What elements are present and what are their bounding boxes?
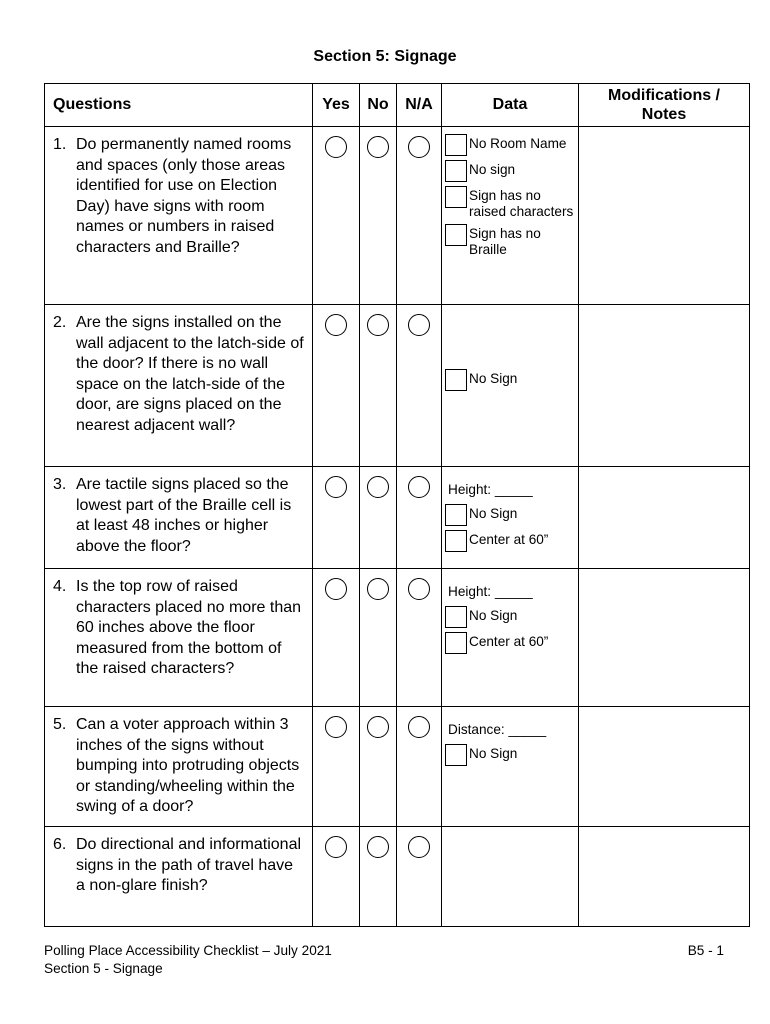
- data-cell: [442, 827, 579, 927]
- answer-cell-no: [360, 569, 397, 707]
- answer-cell-na: [397, 569, 442, 707]
- signage-checklist-table: [44, 83, 750, 927]
- question-cell: [45, 707, 313, 827]
- question-cell: [45, 305, 313, 467]
- checkbox[interactable]: [445, 632, 467, 654]
- notes-cell[interactable]: [579, 305, 750, 467]
- answer-cell-no: [360, 827, 397, 927]
- radio-no[interactable]: [367, 136, 389, 158]
- question-number: 2.: [53, 314, 67, 331]
- notes-cell[interactable]: [579, 707, 750, 827]
- radio-no[interactable]: [367, 578, 389, 600]
- question-row: [45, 569, 750, 707]
- radio-na[interactable]: [408, 836, 430, 858]
- header-no: No: [360, 84, 397, 127]
- checkbox-label: No Sign: [469, 371, 518, 386]
- answer-cell-no: [360, 127, 397, 305]
- page-title: Section 5: Signage: [313, 48, 457, 65]
- header-data: Data: [442, 84, 579, 127]
- answer-cell-no: [360, 467, 397, 569]
- answer-cell-na: [397, 467, 442, 569]
- radio-no[interactable]: [367, 716, 389, 738]
- radio-na[interactable]: [408, 136, 430, 158]
- checkbox-label: Center at 60”: [469, 634, 549, 649]
- checkbox[interactable]: [445, 530, 467, 552]
- measurement-field-label[interactable]: Height: _____: [448, 584, 533, 599]
- radio-yes[interactable]: [325, 476, 347, 498]
- answer-cell-yes: [313, 827, 360, 927]
- checkbox[interactable]: [445, 134, 467, 156]
- checkbox-item: [445, 369, 574, 391]
- radio-yes[interactable]: [325, 136, 347, 158]
- checkbox-item: [445, 224, 574, 258]
- header-yes: Yes: [313, 84, 360, 127]
- checkbox-item: [445, 744, 574, 766]
- radio-na[interactable]: [408, 578, 430, 600]
- question-row: [45, 467, 750, 569]
- radio-na[interactable]: [408, 716, 430, 738]
- data-cell: [442, 127, 579, 305]
- footer-line2: Section 5 - Signage: [44, 960, 163, 976]
- question-text: Do directional and informational signs in the path of travel have a non-glare finish?: [76, 836, 302, 895]
- measurement-field-label[interactable]: Distance: _____: [448, 722, 547, 737]
- question-number: 5.: [53, 716, 67, 733]
- question-number: 3.: [53, 476, 67, 493]
- question-number: 4.: [53, 578, 67, 595]
- header-modifications-line1: Modifications /: [608, 87, 720, 104]
- radio-yes[interactable]: [325, 836, 347, 858]
- checkbox-item: [445, 134, 574, 156]
- checkbox[interactable]: [445, 160, 467, 182]
- radio-no[interactable]: [367, 836, 389, 858]
- question-number: 6.: [53, 836, 67, 853]
- notes-cell[interactable]: [579, 827, 750, 927]
- footer-line1: Polling Place Accessibility Checklist – July 2021: [44, 943, 332, 958]
- checkbox-label: No Sign: [469, 608, 518, 623]
- checkbox-item: [445, 632, 574, 654]
- question-text: Are tactile signs placed so the lowest part of the Braille cell is at least 48 inches or higher above the floor?: [76, 476, 292, 555]
- answer-cell-no: [360, 707, 397, 827]
- question-text: Do permanently named rooms and spaces (only those areas identified for use on Election Day) have signs with room names or numbers in raised characters and Braille?: [76, 136, 292, 256]
- data-cell: [442, 569, 579, 707]
- question-row: [45, 127, 750, 305]
- question-cell: [45, 467, 313, 569]
- checkbox[interactable]: [445, 606, 467, 628]
- radio-na[interactable]: [408, 314, 430, 336]
- answer-cell-yes: [313, 569, 360, 707]
- checkbox-item: [445, 186, 574, 220]
- checkbox-label: No sign: [469, 162, 516, 177]
- measurement-field-label[interactable]: Height: _____: [448, 482, 533, 497]
- answer-cell-na: [397, 127, 442, 305]
- radio-na[interactable]: [408, 476, 430, 498]
- answer-cell-na: [397, 827, 442, 927]
- checkbox-label: No Sign: [469, 506, 518, 521]
- checkbox-label: Center at 60”: [469, 532, 549, 547]
- answer-cell-yes: [313, 305, 360, 467]
- checkbox-label: Sign has no Braille: [469, 226, 541, 257]
- checkbox-item: [445, 606, 574, 628]
- data-cell: [442, 467, 579, 569]
- notes-cell[interactable]: [579, 569, 750, 707]
- header-questions: Questions: [45, 84, 313, 127]
- checkbox-label: No Room Name: [469, 136, 567, 151]
- notes-cell[interactable]: [579, 127, 750, 305]
- answer-cell-yes: [313, 127, 360, 305]
- table-header-row: [45, 84, 750, 127]
- checkbox-label: Sign has no raised characters: [469, 188, 574, 219]
- page-footer: [44, 942, 724, 977]
- data-cell: [442, 305, 579, 467]
- data-cell: [442, 707, 579, 827]
- header-na: N/A: [397, 84, 442, 127]
- checkbox[interactable]: [445, 186, 467, 208]
- header-modifications-notes: [579, 84, 750, 127]
- question-row: [45, 305, 750, 467]
- checkbox-item: [445, 530, 574, 552]
- header-modifications-line2: Notes: [641, 106, 687, 123]
- checkbox-item: [445, 504, 574, 526]
- checkbox-item: [445, 160, 574, 182]
- question-text: Can a voter approach within 3 inches of the signs without bumping into protruding objects or standing/wheeling within the swing of a door?: [76, 716, 300, 816]
- radio-yes[interactable]: [325, 716, 347, 738]
- checkbox[interactable]: [445, 504, 467, 526]
- question-cell: [45, 127, 313, 305]
- checkbox[interactable]: [445, 224, 467, 246]
- checkbox-label: No Sign: [469, 746, 518, 761]
- answer-cell-na: [397, 707, 442, 827]
- radio-no[interactable]: [367, 314, 389, 336]
- radio-yes[interactable]: [325, 578, 347, 600]
- answer-cell-yes: [313, 467, 360, 569]
- answer-cell-yes: [313, 707, 360, 827]
- question-row: [45, 827, 750, 927]
- checkbox[interactable]: [445, 744, 467, 766]
- question-cell: [45, 827, 313, 927]
- question-text: Are the signs installed on the wall adjacent to the latch-side of the door? If there is no wall space on the latch-side of the door, are signs placed on the nearest adjacent wall?: [76, 314, 304, 434]
- page-number: B5 - 1: [687, 943, 724, 958]
- question-text: Is the top row of raised characters placed no more than 60 inches above the floor measured from the bottom of the raised characters?: [76, 578, 302, 678]
- checkbox[interactable]: [445, 369, 467, 391]
- answer-cell-no: [360, 305, 397, 467]
- radio-no[interactable]: [367, 476, 389, 498]
- question-row: [45, 707, 750, 827]
- radio-yes[interactable]: [325, 314, 347, 336]
- question-number: 1.: [53, 136, 67, 153]
- question-cell: [45, 569, 313, 707]
- notes-cell[interactable]: [579, 467, 750, 569]
- answer-cell-na: [397, 305, 442, 467]
